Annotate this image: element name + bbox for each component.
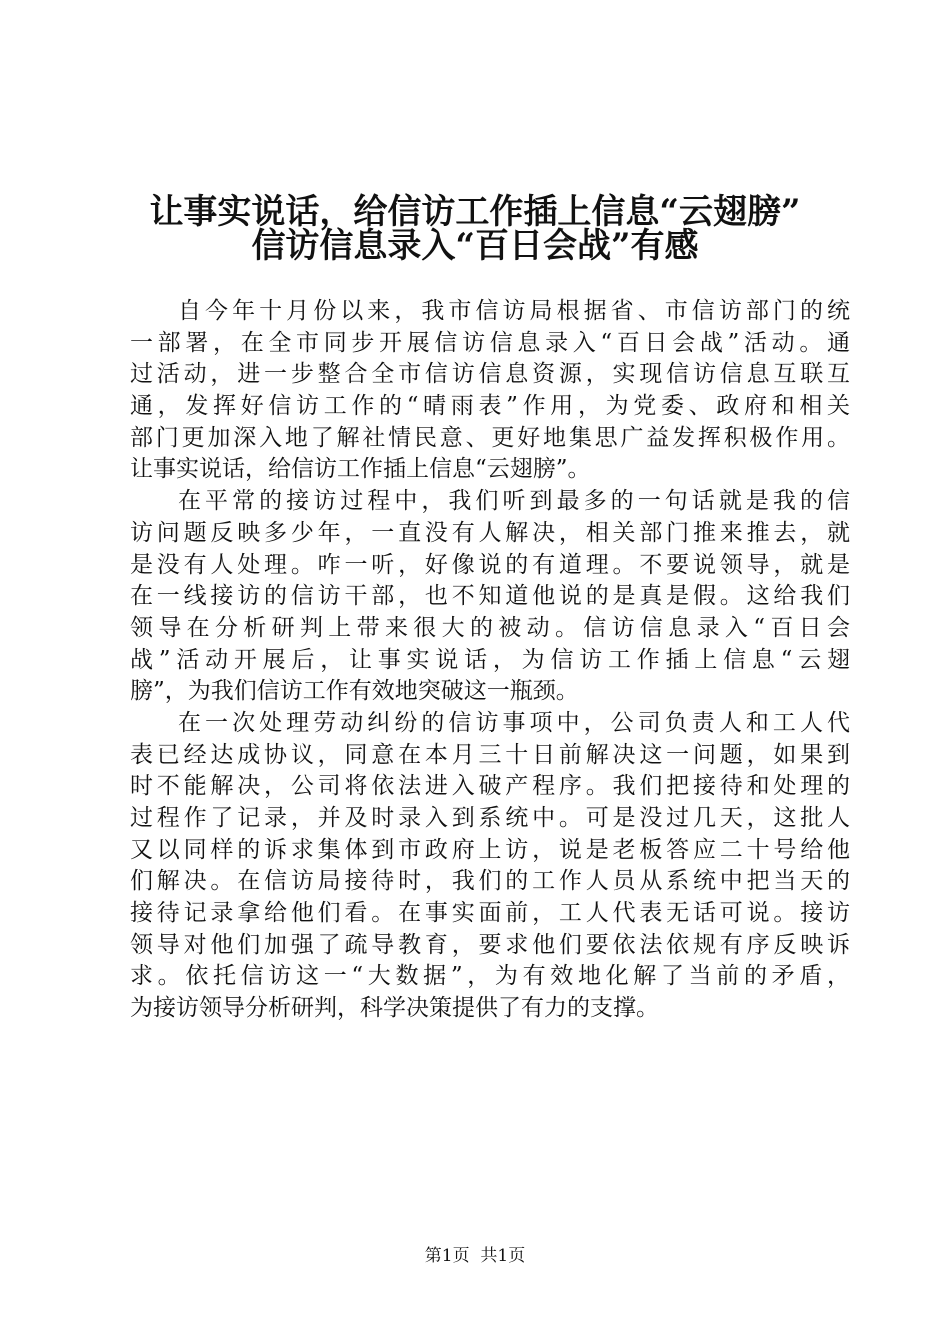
text-line: 在一次处理劳动纠纷的信访事项中，公司负责人和工人代 [178, 709, 850, 736]
text-line: 是没有人处理。咋一听，好像说的有道理。不要说领导，就是 [130, 551, 850, 578]
paragraph-2 [130, 486, 850, 708]
text-line: 时不能解决，公司将依法进入破产程序。我们把接待和处理的 [130, 773, 850, 800]
text-line: 膀”，为我们信访工作有效地突破这一瓶颈。 [130, 678, 579, 705]
text-line: 部门更加深入地了解社情民意、更好地集思广益发挥积极作用。 [130, 424, 850, 451]
text-line: 过活动，进一步整合全市信访信息资源，实现信访信息互联互 [130, 361, 850, 388]
text-line: 表已经达成协议，同意在本月三十日前解决这一问题，如果到 [130, 741, 850, 768]
page-footer: 第1页 共1页 [424, 1246, 526, 1266]
paragraph-1 [130, 296, 850, 486]
text-line: 一部署，在全市同步开展信访信息录入“百日会战”活动。通 [130, 329, 850, 356]
text-line: 在一线接访的信访干部，也不知道他说的是真是假。这给我们 [130, 583, 850, 610]
document-body [130, 296, 850, 1025]
text-line: 通，发挥好信访工作的“晴雨表”作用，为党委、政府和相关 [130, 393, 850, 420]
text-line: 让事实说话，给信访工作插上信息“云翅膀”。 [130, 456, 591, 483]
text-line: 在平常的接访过程中，我们听到最多的一句话就是我的信 [178, 488, 850, 515]
text-line: 求。依托信访这一“大数据”，为有效地化解了当前的矛盾， [130, 963, 850, 990]
text-line: 接待记录拿给他们看。在事实面前，工人代表无话可说。接访 [130, 900, 850, 927]
text-line: 为接访领导分析研判，科学决策提供了有力的支撑。 [130, 995, 659, 1022]
text-line: 自今年十月份以来，我市信访局根据省、市信访部门的统 [178, 298, 850, 324]
title-line-2: 信访信息录入“百日会战”有感 [251, 226, 699, 266]
text-line: 领导对他们加强了疏导教育，要求他们要依法依规有序反映诉 [130, 931, 850, 958]
title-line-1: 让事实说话，给信访工作插上信息“云翅膀” [149, 192, 801, 232]
text-line: 过程作了记录，并及时录入到系统中。可是没过几天，这批人 [130, 805, 850, 831]
text-line: 访问题反映多少年，一直没有人解决，相关部门推来推去，就 [130, 519, 850, 546]
paragraph-3 [130, 708, 850, 1025]
text-line: 战”活动开展后，让事实说话，为信访工作插上信息“云翅 [130, 646, 850, 673]
text-line: 们解决。在信访局接待时，我们的工作人员从系统中把当天的 [130, 868, 850, 895]
text-line: 又以同样的诉求集体到市政府上访，说是老板答应二十号给他 [130, 836, 850, 863]
text-line: 领导在分析研判上带来很大的被动。信访信息录入“百日会 [130, 614, 850, 641]
